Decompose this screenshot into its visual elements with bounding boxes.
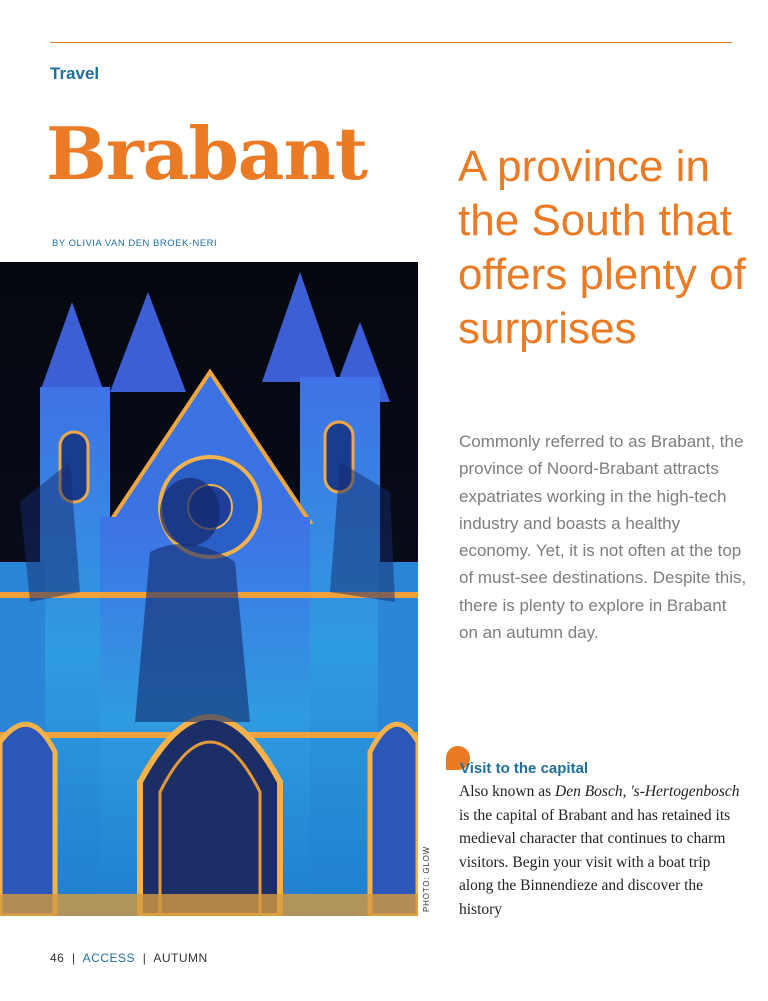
section-heading: Visit to the capital (460, 760, 589, 777)
footer-separator: | (72, 951, 76, 965)
section-label: Travel (50, 64, 100, 83)
page-footer (50, 951, 208, 965)
issue-name: AUTUMN (153, 951, 208, 965)
cathedral-photo (0, 262, 418, 916)
intro-paragraph: Commonly referred to as Brabant, the province of Noord-Brabant attracts expatriates working in the high-tech industry and boasts a healthy economy. Yet, it is not often at the top of must-see destinations. Despite this, there is plenty to explore in Brabant on an autumn day. (459, 432, 747, 643)
article-title: Brabant (46, 111, 368, 196)
footer-separator: | (142, 951, 147, 965)
photo-credit: PHOTO: GLOW (422, 846, 431, 912)
page-number: 46 (50, 951, 65, 965)
body-text-start: Also known as (459, 783, 556, 800)
byline: BY OLIVIA VAN DEN BROEK-NERI (52, 238, 218, 249)
body-text-end: is the capital of Brabant and has retained its medieval character that continues to charm visitors. Begin your visit with a boat trip along the Binnendieze and discover the history (459, 806, 731, 918)
body-text-italic: Den Bosch, 's-Hertogenbosch (555, 783, 740, 800)
body-paragraph (459, 780, 744, 921)
magazine-name: ACCESS (82, 951, 136, 965)
top-rule (50, 42, 732, 43)
headline: A province in the South that offers plenty of surprises (458, 142, 746, 353)
